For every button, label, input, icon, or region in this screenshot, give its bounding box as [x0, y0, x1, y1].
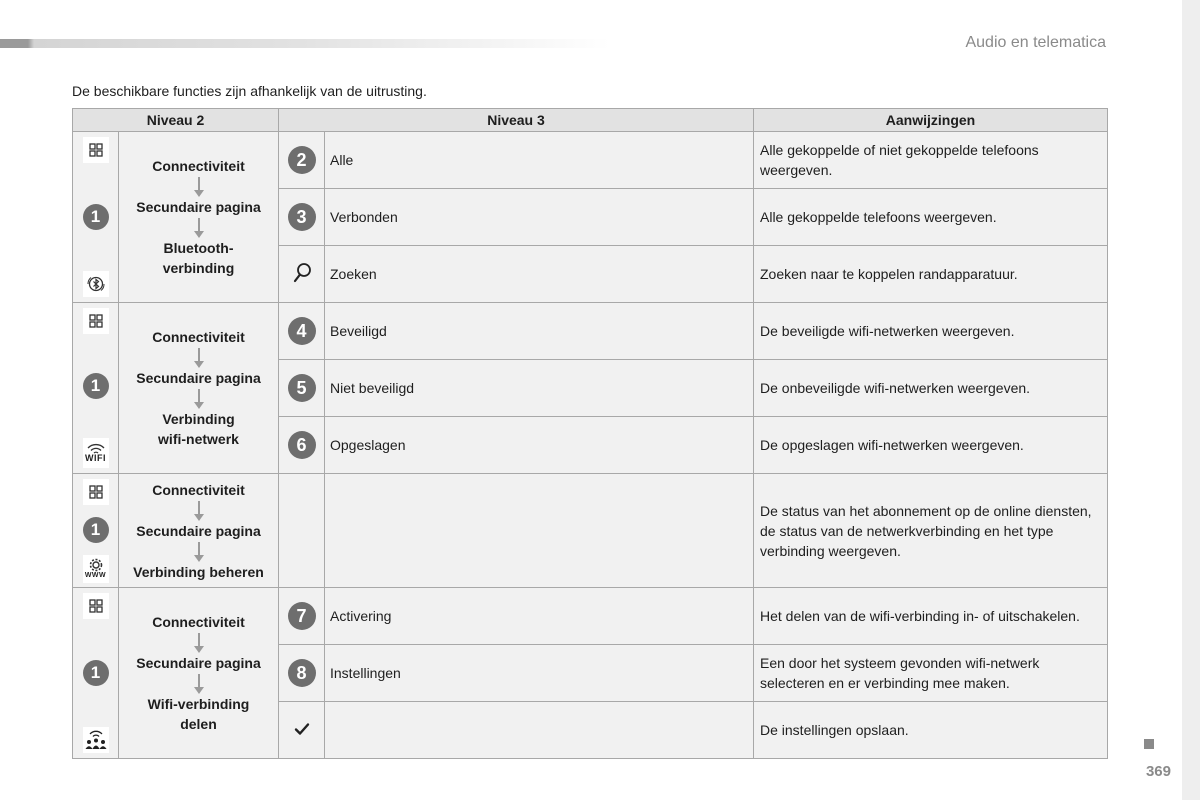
navigation-path	[119, 303, 279, 474]
nav-step: Connectiviteit	[152, 329, 245, 345]
level-3-label: Instellingen	[325, 645, 754, 702]
nav-step: Connectiviteit	[152, 614, 245, 630]
level-3-label	[325, 702, 754, 759]
hint-text: De opgeslagen wifi-netwerken weergeven.	[754, 417, 1108, 474]
level-3-label	[325, 474, 754, 588]
nav-step: Connectiviteit	[152, 158, 245, 174]
nav-step: Bluetooth- verbinding	[162, 240, 235, 276]
grid-icon	[83, 479, 109, 505]
checkmark-icon	[294, 723, 310, 739]
wifi-label: WIFI	[85, 453, 106, 463]
hint-text: Alle gekoppelde of niet gekoppelde telefoons weergeven.	[754, 132, 1108, 189]
hint-text: Alle gekoppelde telefoons weergeven.	[754, 189, 1108, 246]
level-3-label: Verbonden	[325, 189, 754, 246]
col-header-niveau-2: Niveau 2	[73, 109, 279, 132]
navigation-path	[119, 132, 279, 303]
arrow-down-icon	[198, 542, 200, 556]
intro-text: De beschikbare functies zijn afhankelijk van de uitrusting.	[72, 83, 427, 99]
table-header-row	[73, 109, 1108, 132]
nav-step: Secundaire pagina	[136, 199, 261, 215]
marker-cell	[279, 246, 325, 303]
marker-cell	[279, 360, 325, 417]
www-label: WWW	[84, 572, 107, 579]
hint-text: De instellingen opslaan.	[754, 702, 1108, 759]
hint-text: De onbeveiligde wifi-netwerken weergeven.	[754, 360, 1108, 417]
grid-icon	[83, 308, 109, 334]
level-1-marker: 1	[83, 517, 109, 543]
marker-number: 2	[288, 146, 316, 174]
hint-text: Een door het systeem gevonden wifi-netwerk selecteren en er verbinding mee maken.	[754, 645, 1108, 702]
marker-cell	[279, 588, 325, 645]
www-gear-icon	[83, 555, 109, 583]
arrow-down-icon	[198, 633, 200, 647]
table-row	[73, 588, 1108, 645]
marker-number: 6	[288, 431, 316, 459]
nav-step: Verbinding beheren	[133, 563, 264, 580]
marker-cell	[279, 189, 325, 246]
section-title: Audio en telematica	[965, 34, 1106, 51]
arrow-down-icon	[198, 501, 200, 515]
marker-cell	[279, 132, 325, 189]
level-1-marker: 1	[83, 204, 109, 230]
grid-icon	[83, 137, 109, 163]
share-people-icon	[83, 727, 109, 753]
table-row	[73, 303, 1108, 360]
group-icons	[73, 132, 119, 303]
arrow-down-icon	[198, 674, 200, 688]
nav-step: Secundaire pagina	[136, 370, 261, 386]
level-1-marker: 1	[83, 373, 109, 399]
level-3-label: Beveiligd	[325, 303, 754, 360]
arrow-down-icon	[198, 348, 200, 362]
arrow-down-icon	[198, 218, 200, 232]
level-3-label: Opgeslagen	[325, 417, 754, 474]
col-header-niveau-3: Niveau 3	[279, 109, 754, 132]
hint-text: De beveiligde wifi-netwerken weergeven.	[754, 303, 1108, 360]
level-3-label: Niet beveiligd	[325, 360, 754, 417]
marker-cell	[279, 474, 325, 588]
marker-cell	[279, 645, 325, 702]
marker-number: 3	[288, 203, 316, 231]
hint-text: Zoeken naar te koppelen randapparatuur.	[754, 246, 1108, 303]
level-3-label: Zoeken	[325, 246, 754, 303]
grid-icon	[83, 593, 109, 619]
marker-cell	[279, 303, 325, 360]
page-marker-square	[1144, 739, 1154, 749]
table-row	[73, 474, 1108, 588]
marker-cell	[279, 702, 325, 759]
page-edge-strip	[1182, 0, 1200, 800]
hint-text: De status van het abonnement op de online diensten, de status van de netwerkverbinding en het type verbinding weergeven.	[754, 474, 1108, 588]
header-gradient-bar	[0, 39, 610, 48]
marker-number: 8	[288, 659, 316, 687]
hint-text: Het delen van de wifi-verbinding in- of uitschakelen.	[754, 588, 1108, 645]
level-3-label: Alle	[325, 132, 754, 189]
group-icons	[73, 474, 119, 588]
marker-cell	[279, 417, 325, 474]
group-icons	[73, 588, 119, 759]
functions-table	[72, 108, 1108, 759]
nav-step: Secundaire pagina	[136, 655, 261, 671]
nav-step: Wifi-verbinding delen	[147, 696, 250, 732]
nav-step: Secundaire pagina	[136, 522, 261, 539]
nav-step: Connectiviteit	[152, 481, 245, 498]
page-number: 369	[1145, 763, 1171, 780]
col-header-aanwijzingen: Aanwijzingen	[754, 109, 1108, 132]
arrow-down-icon	[198, 389, 200, 403]
marker-number: 5	[288, 374, 316, 402]
magnifier-icon	[290, 272, 314, 288]
wifi-icon	[83, 438, 109, 468]
marker-number: 7	[288, 602, 316, 630]
table-row	[73, 132, 1108, 189]
arrow-down-icon	[198, 177, 200, 191]
navigation-path	[119, 588, 279, 759]
group-icons	[73, 303, 119, 474]
level-3-label: Activering	[325, 588, 754, 645]
nav-step: Verbinding wifi-netwerk	[158, 411, 239, 447]
navigation-path	[119, 474, 279, 588]
marker-number: 4	[288, 317, 316, 345]
bluetooth-icon	[83, 271, 109, 297]
level-1-marker: 1	[83, 660, 109, 686]
